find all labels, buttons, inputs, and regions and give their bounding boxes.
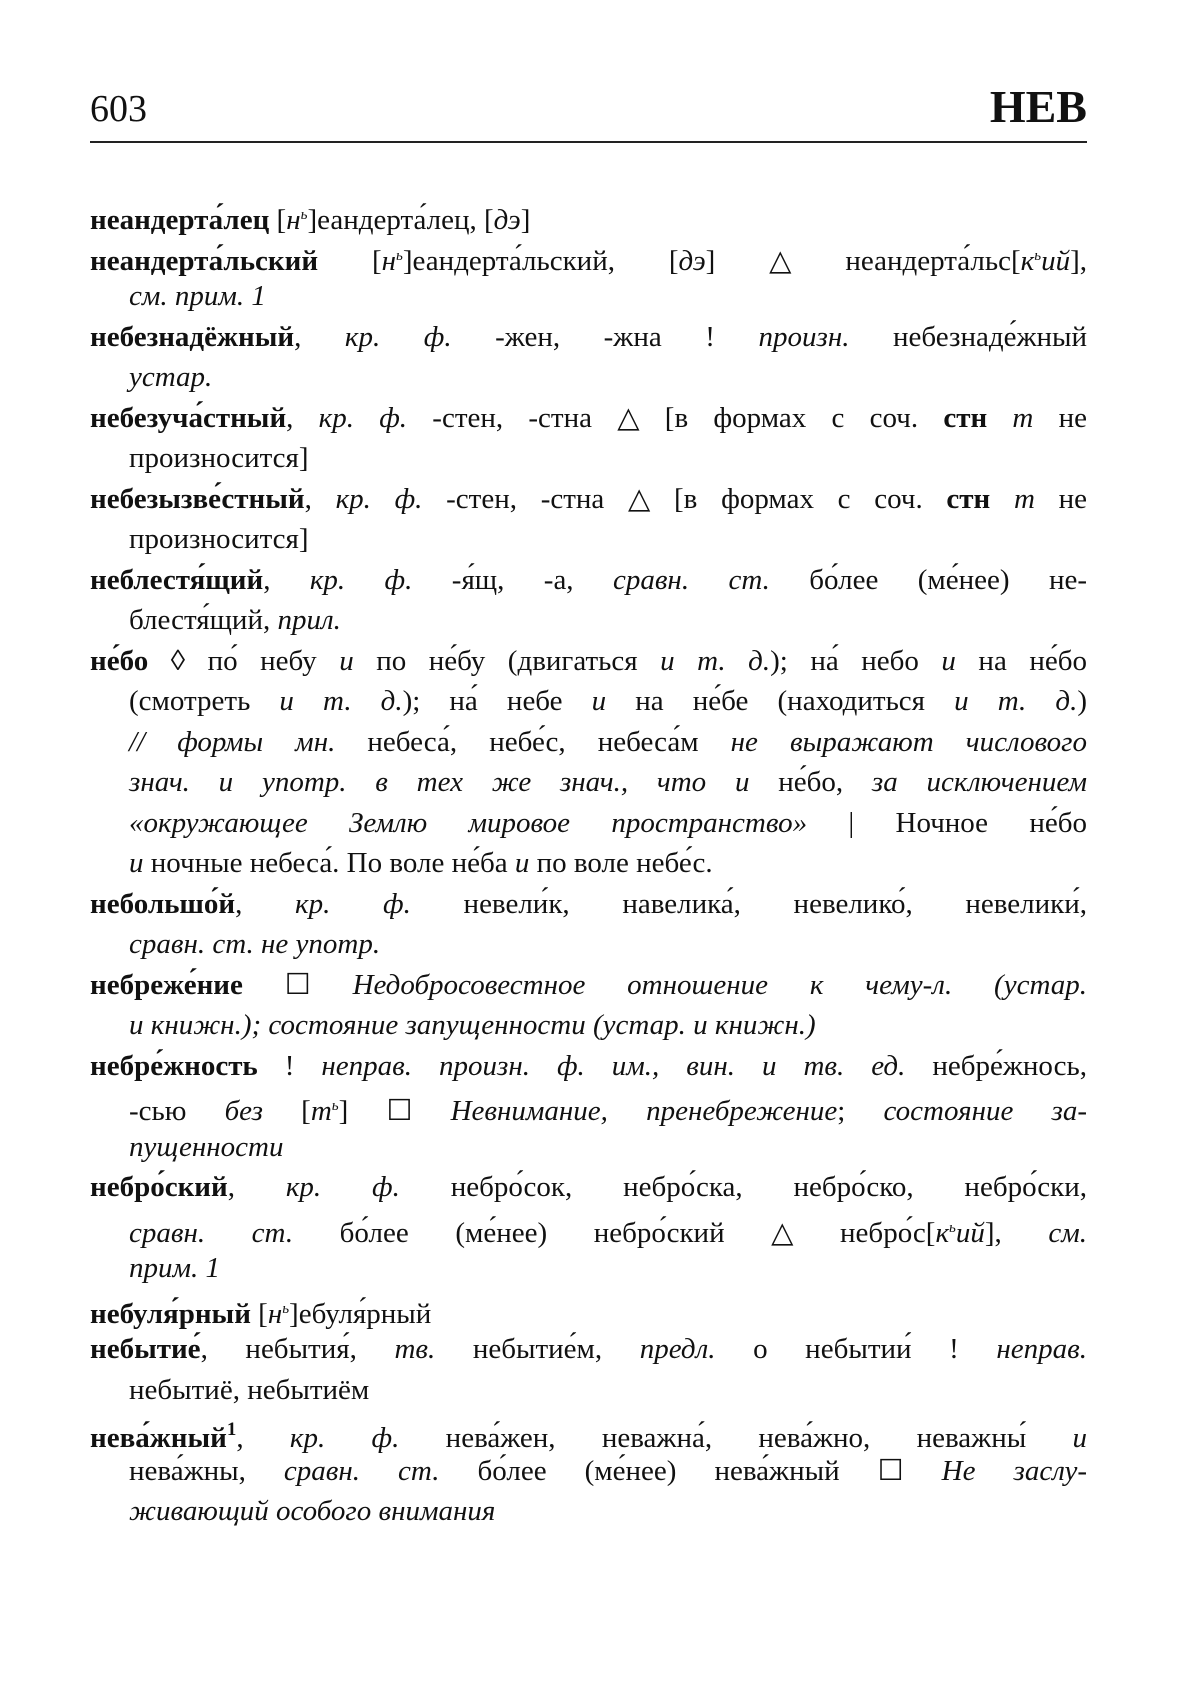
headword: небольшо́й [90,887,236,920]
italic-label: предл. [639,1333,716,1365]
italic-label: ий [1041,244,1071,277]
dictionary-entry [90,1410,1087,1532]
superscript: ь [396,247,403,264]
italic-label: произн. [758,320,850,353]
italic-label: устар. [129,361,213,393]
entry-line-text [129,762,1087,803]
entry-line [90,843,1087,884]
entry-line [90,195,1087,236]
italic-label: за исключением [871,766,1087,798]
entry-line [90,600,1087,641]
entry-line-text [90,1167,1087,1208]
superscript: ь [300,207,308,223]
italic-label: тв. [394,1333,436,1365]
text: ) [1077,685,1087,717]
text: (смотреть [129,685,280,717]
entry-line-text [129,1005,816,1046]
entry-line-text [129,1127,283,1168]
headword: нева́жный [90,1422,227,1454]
italic-label: // формы мн. [129,725,336,758]
headword: небезнадёжный [90,320,295,353]
headword: стн [943,401,988,434]
text: , небытия́, [200,1333,395,1365]
entry-line [90,1248,1087,1289]
text: небеса́, небе́с, небеса́м [335,725,731,758]
text: [ [269,204,287,236]
headword: стн [946,482,991,515]
headword: небро́ский [90,1171,228,1203]
text: -сью [129,1095,225,1127]
italic-label: не выражают числового [730,725,1087,758]
entry-line-text [129,681,1087,722]
text: , [286,401,319,434]
text: [ [262,1095,311,1127]
italic-label: см. [1048,1216,1087,1249]
entry-line-text [129,803,1087,844]
entry-line-text [129,519,309,560]
dictionary-entry [90,1289,1087,1330]
text: ◊ по́ небу [148,644,340,677]
italic-label: т [310,1095,332,1127]
headword: небре́жность [90,1049,258,1082]
text: по не́бу (двигаться [353,644,661,677]
headword: небезуча́стный [90,401,287,434]
entry-line [90,1491,1087,1532]
italic-label: сравн. ст. не употр. [129,928,381,960]
entry-line-text [90,1329,1087,1370]
text: ночные небеса́. По воле не́ба [143,847,515,879]
headword: небуля́рный [90,1297,251,1330]
entry-line [90,560,1087,601]
text: бо́лее (ме́нее) небро́ский △ небро́с[ [293,1216,936,1249]
text: небре́жнось, [905,1049,1087,1082]
text [987,402,1012,434]
text: бо́лее (ме́нее) нева́жный ☐ [439,1454,942,1487]
italic-label: дэ [493,204,521,236]
entry-line-text [129,843,713,884]
dictionary-entry [90,479,1087,560]
entry-line-text [129,1451,1087,1492]
text: ]ебуля́рный [289,1297,432,1330]
text: , [294,320,345,353]
entry-line [90,1005,1087,1046]
headword: неблестя́щий [90,563,264,596]
text: по воле небе́с. [529,847,713,879]
text: не [1033,401,1087,434]
superscript: ь [282,1300,290,1317]
text: небро́сок, небро́ска, небро́ско, небро́ски, [399,1171,1088,1203]
entry-line-text [90,236,1087,282]
text: ] [520,204,531,236]
italic-label: сравн. ст. [612,563,770,596]
entry-line-text [90,884,1087,925]
italic-label: кр. ф. [344,320,452,353]
italic-label: и книжн.); состояние запущенности (устар. и книжн.) [129,1009,816,1041]
text: о небытии́ ! [715,1333,997,1365]
entry-line [90,276,1087,317]
italic-label: к [1020,244,1035,277]
header-rule [90,141,1087,143]
entry-line-text [90,1046,1087,1087]
italic-label: Не заслу- [941,1454,1087,1487]
entry-line [90,519,1087,560]
entry-line [90,884,1087,925]
entry-line-text [90,641,1087,682]
text: произносится] [129,523,309,555]
dictionary-entry [90,1329,1087,1410]
italic-label: т [1013,482,1035,515]
italic-label: прил. [277,604,341,636]
entry-line-text [129,1208,1087,1254]
text: ! [257,1049,322,1082]
text: нева́жен, неважна́, нева́жно, неважны́ [399,1422,1073,1454]
text: небытиё, небытиём [129,1373,370,1406]
italic-label: и [591,685,607,717]
text: -стен, -стна △ [в формах с соч. [422,482,947,515]
dictionary-entry [90,1167,1087,1289]
text: невели́к, навелика́, невелико́, невелики́, [410,887,1087,920]
italic-label: н [286,204,301,236]
entry-line [90,438,1087,479]
entry-line-text [90,965,1087,1006]
italic-label: знач. и употр. в тех же знач., что и [129,766,750,798]
text: произносится] [129,442,309,474]
text: ], [1070,244,1087,277]
text: ]еандерта́лец, [ [307,204,494,236]
italic-label: и [1072,1422,1088,1454]
italic-label: пущенности [129,1130,284,1163]
entry-line [90,479,1087,520]
text: нева́жны, [129,1454,284,1487]
headword: небреже́ние [90,968,243,1001]
italic-label: и [514,847,530,879]
entry-line-text [90,1289,431,1335]
italic-label: дэ [678,244,706,277]
entry-line-text [90,560,1087,601]
text: бо́лее (ме́нее) не- [769,563,1088,596]
italic-label: неправ. произн. ф. им., вин. и тв. ед. [321,1049,906,1082]
text: ] ☐ [338,1095,451,1127]
text: -стен, -стна △ [в формах с соч. [407,401,944,434]
dictionary-entry [90,195,1087,236]
entry-line-text [90,195,530,241]
entry-line [90,924,1087,965]
italic-label: и [129,847,144,879]
text: , [227,1171,286,1203]
text: ] △ неандерта́льс[ [705,244,1021,277]
headword: небезызве́стный [90,482,305,515]
entry-line-text [129,1248,220,1289]
text: ], [984,1216,1049,1249]
italic-label: см. прим. 1 [129,280,266,312]
text: [ [250,1297,268,1330]
superscript: ь [949,1219,956,1236]
entry-line [90,1410,1088,1454]
entry-line [90,236,1087,277]
italic-label: н [267,1297,283,1330]
entry-line-text [129,357,212,398]
dictionary-entry [90,236,1087,317]
text: не [1034,482,1088,515]
text [990,483,1014,515]
dictionary-entry [90,641,1087,884]
text: ☐ [242,968,353,1001]
entry-line-text [129,276,266,317]
entry-line [90,803,1087,844]
italic-label: Недобросовестное отношение к чему-л. (устар. [352,968,1087,1001]
text: , [263,563,310,596]
headword: не́бо [90,644,149,677]
headword: неандерта́льский [90,244,319,277]
page-number: 603 [90,88,147,130]
headword: неандерта́лец [90,204,270,236]
entry-line-text [129,438,309,479]
dictionary-entry [90,1046,1087,1168]
text: , [235,887,296,920]
entry-line [90,398,1087,439]
entry-line-text [129,1086,1087,1132]
text: на не́бо [955,644,1087,677]
guide-word: НЕВ [989,81,1087,132]
entry-line-text [129,722,1087,763]
dictionary-entry [90,317,1087,398]
text: блестя́щий, [129,604,278,636]
italic-label: состояние за- [883,1095,1087,1127]
italic-label: кр. ф. [318,401,408,434]
italic-label: кр. ф. [289,1422,400,1454]
entry-line [90,1127,1087,1168]
italic-label: «окружающее Землю мировое пространство» [129,806,808,839]
italic-label: кр. ф. [309,563,413,596]
text: -я́щ, -а, [412,563,613,596]
italic-label: кр. ф. [285,1171,400,1203]
text: , [236,1422,290,1454]
entry-line-text [90,317,1087,358]
entry-line [90,722,1087,763]
italic-label: сравн. ст. [283,1454,440,1487]
text: [ [318,244,382,277]
italic-label: и [339,644,354,677]
italic-label: кр. ф. [335,482,423,515]
headword: небытие́ [90,1333,201,1365]
dictionary-entry [90,884,1087,965]
entry-line-text [90,398,1087,439]
entry-line [90,1289,1087,1330]
superscript: ь [331,1098,339,1114]
italic-label: и т. д. [279,685,403,717]
italic-label: и т. д. [954,685,1078,717]
entry-line [90,1046,1087,1087]
entry-line-text [129,1370,369,1411]
dictionary-entry [90,965,1087,1046]
italic-label: неправ. [996,1333,1088,1365]
entry-line [90,681,1087,722]
text: небытие́м, [435,1333,640,1365]
entry-line [90,317,1087,358]
italic-label: ий [955,1216,985,1249]
entry-line [90,1370,1087,1411]
entry-line-text [129,600,341,641]
text: ]еандерта́льский, [ [402,244,679,277]
text: -жен, -жна ! [451,320,759,353]
text: | Ночное не́бо [807,806,1087,839]
italic-label: к [935,1216,950,1249]
italic-label: без [224,1095,263,1127]
text: не́бо, [749,766,872,798]
entry-line [90,357,1087,398]
entry-line [90,641,1087,682]
dictionary-entry [90,398,1087,479]
entry-line [90,1167,1087,1208]
entry-line [90,762,1087,803]
text: небезнаде́жный [849,320,1088,353]
entry-line [90,1329,1087,1370]
entry-line [90,965,1087,1006]
italic-label: и т. д. [660,644,771,677]
entry-line [90,1451,1087,1492]
italic-label: кр. ф. [295,887,411,920]
dictionary-entries [90,195,1087,1532]
italic-label: и [941,644,956,677]
italic-label: живающий особого внимания [129,1495,496,1527]
entry-line [90,1086,1087,1127]
text: ; [837,1095,884,1127]
entry-line-text [90,479,1087,520]
text: , [304,482,336,515]
italic-label: прим. 1 [129,1252,221,1284]
dictionary-entry [90,560,1087,641]
italic-label: сравн. ст. [129,1216,294,1249]
entry-line-text [129,924,380,965]
superscript: ь [1034,247,1042,264]
homonym-index: 1 [226,1419,237,1440]
entry-line [90,1208,1087,1249]
text: ); на́ небо [770,644,942,677]
entry-line-text [129,1491,495,1532]
text: на не́бе (находиться [606,685,955,717]
italic-label: Невнимание, пренебрежение [450,1095,838,1127]
italic-label: н [381,244,397,277]
italic-label: т [1012,401,1034,434]
text: ); на́ небе [402,685,592,717]
